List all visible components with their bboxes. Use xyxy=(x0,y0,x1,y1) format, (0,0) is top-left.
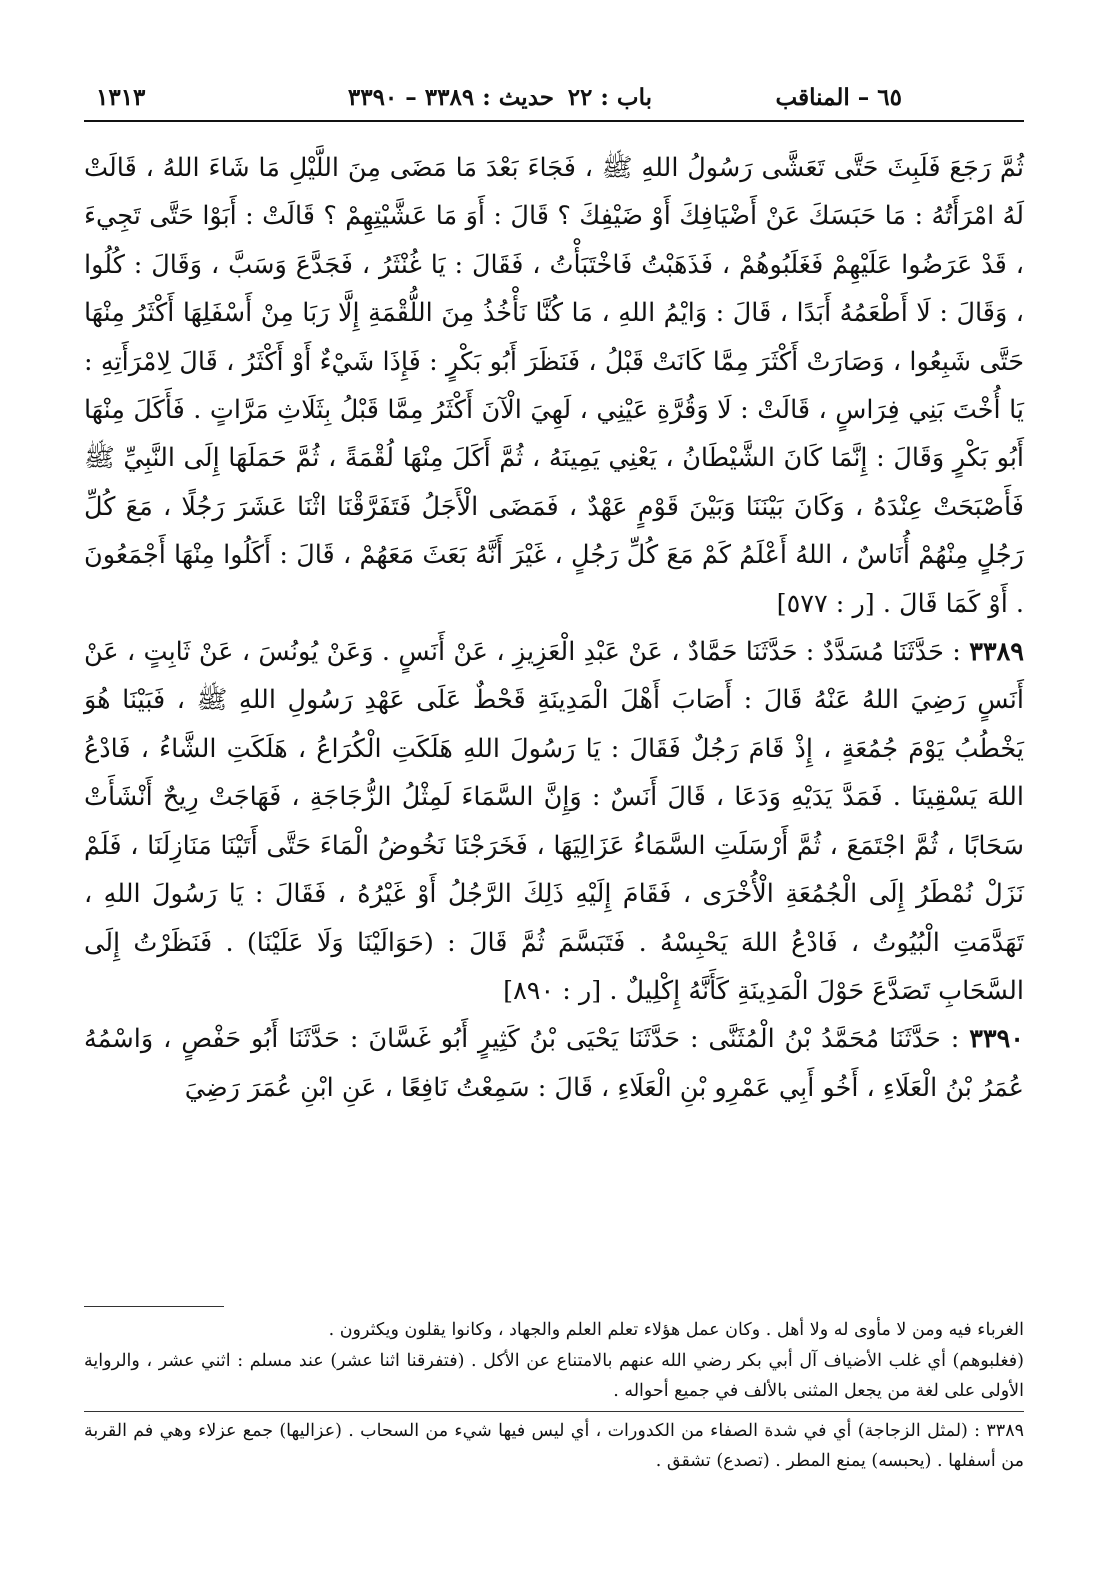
hadith-number: ٣٣٩٠ xyxy=(969,1024,1024,1055)
hadith-text: : حَدَّثَنَا مُسَدَّدٌ : حَدَّثَنَا حَمَّادٌ ، عَنْ عَبْدِ الْعَزِيزِ ، عَنْ أَنَسٍ . وَعَنْ يُونُسَ ، عَنْ ثَابِتٍ ، عَنْ أَنَسٍ رَضِيَ اللهُ عَنْهُ قَالَ : أَصَابَ أَهْلَ الْمَدِينَةِ قَحْطٌ عَلَى عَهْدِ رَسُولِ اللهِ ﷺ ، فَبَيْنَا هُوَ يَخْطُبُ يَوْمَ جُمُعَةٍ ، إِذْ قَامَ رَجُلٌ فَقَالَ : يَا رَسُولَ اللهِ هَلَكَتِ الْكُرَاعُ ، هَلَكَتِ الشَّاءُ ، فَادْعُ اللهَ يَسْقِينَا . فَمَدَّ يَدَيْهِ وَدَعَا ، قَالَ أَنَسٌ : وَإِنَّ السَّمَاءَ لَمِثْلُ الزُّجَاجَةِ ، فَهَاجَتْ رِيحٌ أَنْشَأَتْ سَحَابًا ، ثُمَّ اجْتَمَعَ ، ثُمَّ أَرْسَلَتِ السَّمَاءُ عَزَالِيَهَا ، فَخَرَجْنَا نَخُوضُ الْمَاءَ حَتَّى أَتَيْنَا مَنَازِلَنَا ، فَلَمْ نَزَلْ نُمْطَرُ إِلَى الْجُمُعَةِ الْأُخْرَى ، فَقَامَ إِلَيْهِ ذَلِكَ الرَّجُلُ أَوْ غَيْرُهُ ، فَقَالَ : يَا رَسُولَ اللهِ ، تَهَدَّمَتِ الْبُيُوتُ ، فَادْعُ اللهَ يَحْبِسْهُ . فَتَبَسَّمَ ثُمَّ قَالَ : (حَوَالَيْنَا وَلَا عَلَيْنَا) . فَنَظَرْتُ إِلَى السَّحَابِ تَصَدَّعَ حَوْلَ الْمَدِينَةِ كَأَنَّهُ إِكْلِيلٌ . [ر : ٨٩٠] xyxy=(84,637,1024,1006)
hadith-range: حديث : ٣٣٨٩ – ٣٣٩٠ xyxy=(347,84,554,111)
footnotes xyxy=(84,1306,1024,1477)
bab-number: باب : ٢٢ xyxy=(567,84,652,111)
page-header xyxy=(84,70,1024,122)
hadith-3389 xyxy=(84,628,1024,1015)
page-number: ١٣١٣ xyxy=(96,84,146,111)
paragraph-continuation: ثُمَّ رَجَعَ فَلَبِثَ حَتَّى تَعَشَّى رَسُولُ اللهِ ﷺ ، فَجَاءَ بَعْدَ مَا مَضَى مِنَ اللَّيْلِ مَا شَاءَ اللهُ ، قَالَتْ لَهُ امْرَأَتُهُ : مَا حَبَسَكَ عَنْ أَضْيَافِكَ أَوْ ضَيْفِكَ ؟ قَالَ : أَوَ مَا عَشَّيْتِهِمْ ؟ قَالَتْ : أَبَوْا حَتَّى تَجِيءَ ، قَدْ عَرَضُوا عَلَيْهِمْ فَغَلَبُوهُمْ ، فَذَهَبْتُ فَاخْتَبَأْتُ ، فَقَالَ : يَا غُنْثَرُ ، فَجَدَّعَ وَسَبَّ ، وَقَالَ : كُلُوا ، وَقَالَ : لَا أَطْعَمُهُ أَبَدًا ، قَالَ : وَايْمُ اللهِ ، مَا كُنَّا نَأْخُذُ مِنَ اللُّقْمَةِ إِلَّا رَبَا مِنْ أَسْفَلِهَا أَكْثَرُ مِنْهَا حَتَّى شَبِعُوا ، وَصَارَتْ أَكْثَرَ مِمَّا كَانَتْ قَبْلُ ، فَنَظَرَ أَبُو بَكْرٍ : فَإِذَا شَيْءٌ أَوْ أَكْثَرُ ، قَالَ لِامْرَأَتِهِ : يَا أُخْتَ بَنِي فِرَاسٍ ، قَالَتْ : لَا وَقُرَّةِ عَيْنِي ، لَهِيَ الْآنَ أَكْثَرُ مِمَّا قَبْلُ بِثَلَاثِ مَرَّاتٍ . فَأَكَلَ مِنْهَا أَبُو بَكْرٍ وَقَالَ : إِنَّمَا كَانَ الشَّيْطَانُ ، يَعْنِي يَمِينَهُ ، ثُمَّ أَكَلَ مِنْهَا لُقْمَةً ، ثُمَّ حَمَلَهَا إِلَى النَّبِيِّ ﷺ فَأَصْبَحَتْ عِنْدَهُ ، وَكَانَ بَيْنَنَا وَبَيْنَ قَوْمٍ عَهْدٌ ، فَمَضَى الْأَجَلُ فَتَفَرَّقْنَا اثْنَا عَشَرَ رَجُلًا ، مَعَ كُلِّ رَجُلٍ مِنْهُمْ أُنَاسٌ ، اللهُ أَعْلَمُ كَمْ مَعَ كُلِّ رَجُلٍ ، غَيْرَ أَنَّهُ بَعَثَ مَعَهُمْ ، قَالَ : أَكَلُوا مِنْهَا أَجْمَعُونَ . أَوْ كَمَا قَالَ . [ر : ٥٧٧] xyxy=(84,153,1024,619)
footnote-divider xyxy=(84,1306,224,1307)
hadith-number: ٣٣٨٩ xyxy=(969,637,1024,668)
hadith-text: : حَدَّثَنَا مُحَمَّدُ بْنُ الْمُثَنَّى : حَدَّثَنَا يَحْيَى بْنُ كَثِيرٍ أَبُو غَسَّانَ : حَدَّثَنَا أَبُو حَفْصٍ ، وَاسْمُهُ عُمَرُ بْنُ الْعَلَاءِ ، أَخُو أَبِي عَمْرِو بْنِ الْعَلَاءِ ، قَالَ : سَمِعْتُ نَافِعًا ، عَنِ ابْنِ عُمَرَ رَضِيَ xyxy=(84,1024,1024,1103)
footnote: (فغلبوهم) أي غلب الأضياف آل أبي بكر رضي الله عنهم بالامتناع عن الأكل . (فتفرقنا اثنا عشر) عند مسلم : اثني عشر ، والرواية الأولى على لغة من يجعل المثنى بالألف في جميع أحواله . xyxy=(84,1350,1024,1401)
main-text xyxy=(84,144,1024,1112)
hadith-3390 xyxy=(84,1015,1024,1112)
chapter-title: ٦٥ – المناقب xyxy=(775,84,902,111)
footnote: ٣٣٨٩ : (لمثل الزجاجة) أي في شدة الصفاء من الكدورات ، أي ليس فيها شيء من السحاب . (عزاليها) جمع عزلاء وهي فم القربة من أسفلها . (يحبسه) يمنع المطر . (تصدع) تشقق . xyxy=(84,1420,1024,1471)
footnote-separator xyxy=(84,1411,1024,1412)
book-page xyxy=(84,70,1024,1570)
footnote: الغرباء فيه ومن لا مأوى له ولا أهل . وكان عمل هؤلاء تعلم العلم والجهاد ، وكانوا يقلون ويكثرون . xyxy=(328,1320,1024,1340)
